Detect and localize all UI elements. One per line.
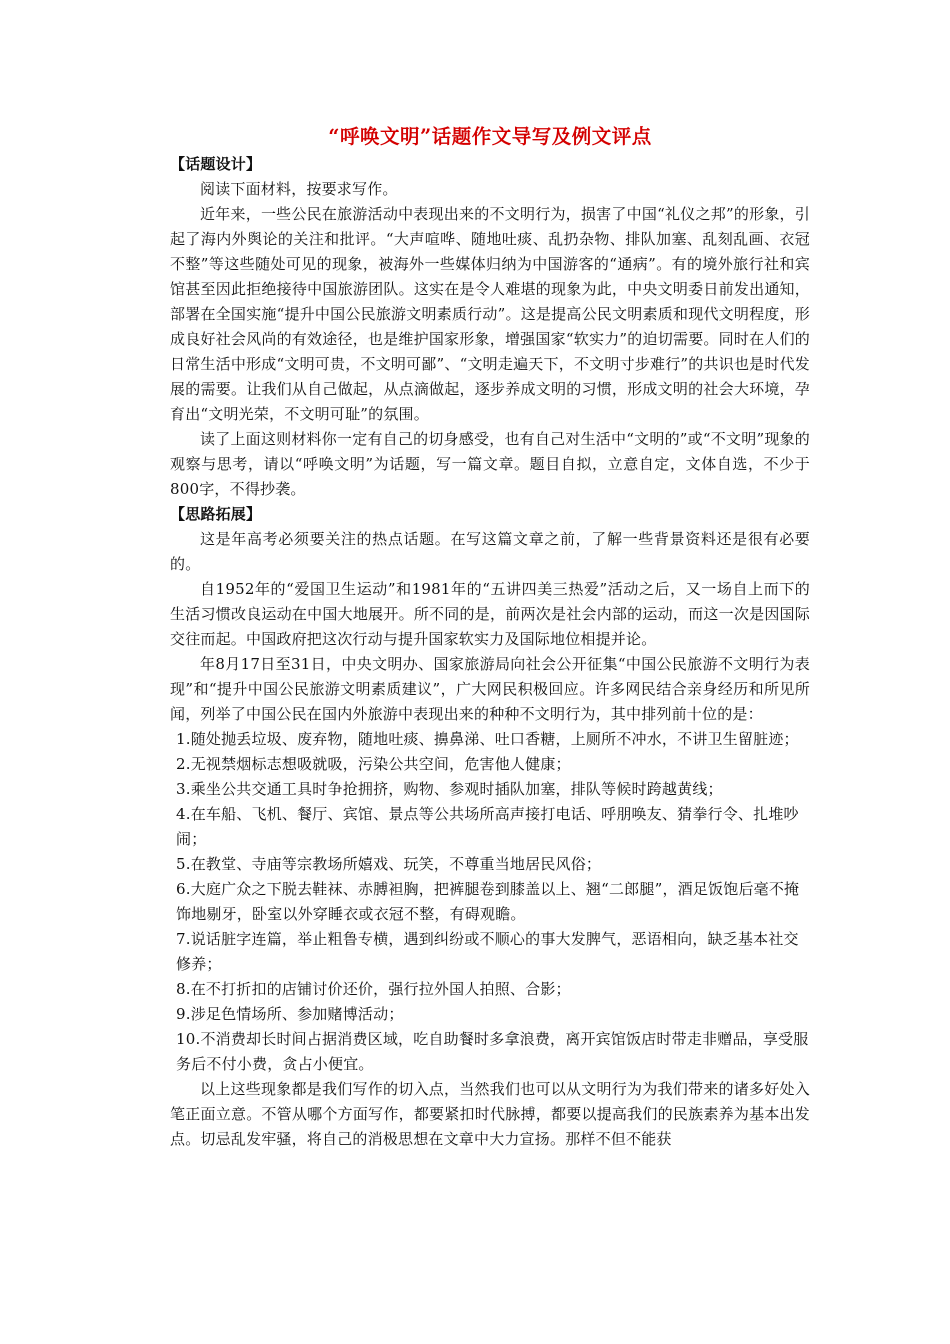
paragraph-material: 近年来，一些公民在旅游活动中表现出来的不文明行为，损害了中国“礼仪之邦”的形象，引起了海内外舆论的关注和批评。“大声喧哗、随地吐痰、乱扔杂物、排队加塞、乱刻乱画、衣冠不整”等这些随处可见的现象，被海外一些媒体归纳为中国游客的“通病”。有的境外旅行社和宾馆甚至因此拒绝接待中国旅游团队。这实在是令人难堪的现象为此，中央文明委日前发出通知，部署在全国实施“提升中国公民旅游文明素质行动”。这是提高公民文明素质和现代文明程度，形成良好社会风尚的有效途径，也是维护国家形象，增强国家“软实力”的迫切需要。同时在人们的日常生活中形成“文明可贵，不文明可鄙”、“文明走遍天下，不文明寸步难行”的共识也是时代发展的需要。让我们从自己做起，从点滴做起，逐步养成文明的习惯，形成文明的社会大环境，孕育出“文明光荣，不文明可耻”的氛围。	[170, 205, 810, 423]
paragraph-instruction: 阅读下面材料，按要求写作。	[200, 180, 398, 198]
list-item: 4.在车船、飞机、餐厅、宾馆、景点等公共场所高声接打电话、呼朋唤友、猜拳行令、扎堆吵闹；	[176, 805, 799, 848]
list-item: 8.在不打折扣的店铺讨价还价，强行拉外国人拍照、合影；	[176, 980, 571, 998]
section-heading-idea-expansion: 【思路拓展】	[170, 505, 262, 523]
list-item: 7.说话脏字连篇，举止粗鲁专横，遇到纠纷或不顺心的事大发脾气，恶语相向，缺乏基本社交修养；	[176, 930, 799, 973]
list-item: 2.无视禁烟标志想吸就吸，污染公共空间，危害他人健康；	[176, 755, 571, 773]
list-item: 5.在教堂、寺庙等宗教场所嬉戏、玩笑，不尊重当地居民风俗；	[176, 855, 602, 873]
list-item: 1.随处抛丢垃圾、废弃物，随地吐痰、擤鼻涕、吐口香糖，上厕所不冲水，不讲卫生留脏迹；	[176, 730, 799, 748]
paragraph-conclusion: 以上这些现象都是我们写作的切入点，当然我们也可以从文明行为为我们带来的诸多好处入笔正面立意。不管从哪个方面写作，都要紧扣时代脉搏，都要以提高我们的民族素养为基本出发点。切忌乱发牢骚，将自己的消极思想在文章中大力宣扬。那样不但不能获	[170, 1080, 810, 1148]
paragraph-history: 自1952年的“爱国卫生运动”和1981年的“五讲四美三热爱”活动之后，又一场自上而下的生活习惯改良运动在中国大地展开。所不同的是，前两次是社会内部的运动，而这一次是因国际交往而起。中国政府把这次行动与提升国家软实力及国际地位相提并论。	[170, 580, 810, 648]
document-page	[170, 118, 810, 1152]
list-item: 10.不消费却长时间占据消费区域，吃自助餐时多拿浪费，离开宾馆饭店时带走非赠品，享受服务后不付小费，贪占小便宜。	[176, 1030, 809, 1073]
section-heading-topic-design: 【话题设计】	[170, 155, 262, 173]
paragraph-requirement: 读了上面这则材料你一定有自己的切身感受，也有自己对生活中“文明的”或“不文明”现象的观察与思考，请以“呼唤文明”为话题，写一篇文章。题目自拟，立意自定，文体自选，不少于800字，不得抄袭。	[170, 430, 810, 498]
document-title: “呼唤文明”话题作文导写及例文评点	[328, 125, 652, 148]
paragraph-survey: 年8月17日至31日，中央文明办、国家旅游局向社会公开征集“中国公民旅游不文明行为表现”和“提升中国公民旅游文明素质建议”，广大网民积极回应。许多网民结合亲身经历和所见所闻，列举了中国公民在国内外旅游中表现出来的种种不文明行为，其中排列前十位的是：	[170, 655, 810, 723]
list-item: 9.涉足色情场所、参加赌博活动；	[176, 1005, 404, 1023]
paragraph-background-intro: 这是年高考必须要关注的热点话题。在写这篇文章之前，了解一些背景资料还是很有必要的。	[170, 530, 810, 573]
list-item: 6.大庭广众之下脱去鞋袜、赤膊袒胸，把裤腿卷到膝盖以上、翘“二郎腿”，酒足饭饱后毫不掩饰地剔牙，卧室以外穿睡衣或衣冠不整，有碍观瞻。	[176, 880, 800, 923]
list-item: 3.乘坐公共交通工具时争抢拥挤，购物、参观时插队加塞，排队等候时跨越黄线；	[176, 780, 723, 798]
